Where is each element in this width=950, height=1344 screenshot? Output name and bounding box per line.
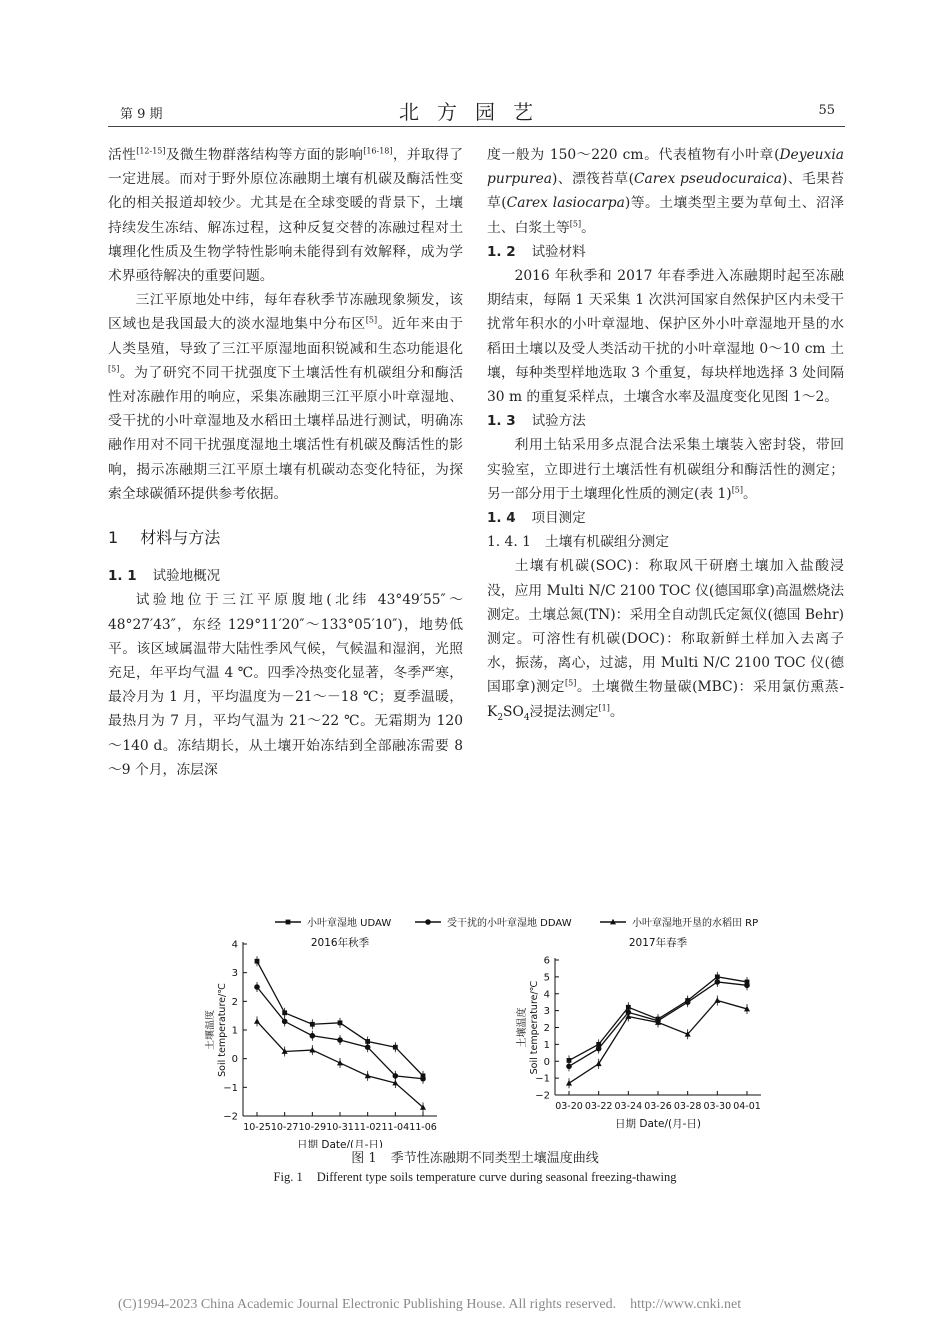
citation: [5] — [365, 315, 378, 325]
citation: [5] — [108, 364, 120, 374]
x-tick-label: 03-28 — [673, 1101, 702, 1112]
y-tick-label: 3 — [231, 968, 238, 980]
y-tick-label: 1 — [543, 1039, 550, 1051]
data-point — [420, 1076, 426, 1082]
data-point — [365, 1044, 371, 1050]
x-tick-label: 10-29 — [298, 1122, 327, 1133]
data-point — [310, 1033, 316, 1039]
paragraph: 利用土钻采用多点混合法采集土壤装入密封袋，带回实验室，立即进行土壤活性有机碳组分和酶活性的测定；另一部分用于土壤理化性质的测定(表 1)[5]。 — [487, 437, 844, 502]
data-point — [282, 1010, 287, 1015]
data-point — [566, 1064, 572, 1070]
data-point — [715, 979, 721, 985]
y-tick-label: 0 — [231, 1054, 238, 1066]
subsubsection-heading: 1. 4. 1 土壤有机碳组分测定 — [487, 534, 670, 551]
x-tick-label: 04-01 — [733, 1101, 761, 1112]
y-tick-label: −1 — [223, 1082, 238, 1094]
y-tick-label: 0 — [543, 1056, 550, 1068]
figure-1 — [205, 908, 785, 1148]
x-tick-label: 03-22 — [584, 1101, 613, 1112]
x-tick-label: 03-20 — [555, 1101, 583, 1112]
paragraph: 2016 年秋季和 2017 年春季进入冻融期时起至冻融期结束，每隔 1 天采集 1 次洪河国家自然保护区内未受干扰常年积水的小叶章湿地、保护区外小叶章湿地开垦的水稻田土壤以及受人类活动干扰的小叶章湿地 0～10 cm 土壤，每种类型样地选取 3 个重复，每块样地选择 3 处间隔 30 m 的重复采样点，土壤含水率及温度变化见图 1～2。 — [487, 268, 844, 406]
y-tick-label: 2 — [231, 996, 238, 1008]
y-tick-label: 1 — [231, 1025, 238, 1037]
citation: [16-18] — [363, 146, 393, 156]
left-column — [108, 143, 463, 782]
figure-caption-en: Fig. 1 Different type soils temperature curve during seasonal freezing-thawing — [273, 1170, 677, 1184]
subsection-heading: 1. 4 项目测定 — [487, 510, 586, 527]
data-point — [254, 1018, 260, 1024]
paragraph: 试验地位于三江平原腹地(北纬 43°49′55″～48°27′43″，东经 129°11′20″～133°05′10″)，地势低平。该区域属温带大陆性季风气候，气候温和湿润，光照充足，年平均气温 4 ℃。四季冷热变化显著，冬季严寒，最冷月为 1 月，平均温度为－21～－18 ℃；夏季温暖，最热月为 7 月，平均气温为 21～22 ℃。无霜期为 120～140 d。冻结期长，从土壤开始冻结到全部融冻需要 8～9 个月，冻层深 — [108, 592, 463, 778]
y-tick-label: −2 — [535, 1090, 550, 1102]
paragraph: 度一般为 150～220 cm。代表植物有小叶章(Deyeuxia purpurea)、漂筏苔草(Carex pseudocuraica)、毛果苔草(Carex lasiocarpa)等。土壤类型主要为草甸土、沼泽土、白浆土等[5]。 — [487, 147, 845, 236]
y-tick-label: 4 — [231, 939, 238, 951]
citation: [5] — [564, 678, 577, 688]
data-point — [255, 959, 260, 964]
y-tick-label: −2 — [223, 1111, 238, 1123]
section-heading: 1 材料与方法 — [108, 528, 221, 548]
running-header-journal: 北方园艺 — [399, 100, 551, 124]
paragraph: 土壤有机碳(SOC)：称取风干研磨土壤加入盐酸浸没，应用 Multi N/C 2100 TOC 仪(德国耶拿)高温燃烧法测定。土壤总氮(TN)：采用全自动凯氏定氮仪(德国 Behr)测定。可溶性有机碳(DOC)：称取新鲜土样加入去离子水，振荡，离心，过滤，用 Multi N/C 2100 TOC 仪(德国耶拿)测定[5]。土壤微生物量碳(MBC)：采用氯仿熏蒸$-K_2SO_4$浸提法测定[1]。 — [487, 558, 844, 723]
chart-title: 2016年秋季 — [310, 937, 370, 949]
data-point — [744, 983, 750, 989]
data-point — [254, 984, 260, 990]
y-tick-label: 2 — [543, 1023, 550, 1034]
figure-caption-cn: 图 1 季节性冻融期不同类型土壤温度曲线 — [351, 1151, 599, 1166]
data-point — [685, 999, 691, 1005]
x-tick-label: 11-06 — [409, 1122, 437, 1133]
header-rule — [108, 126, 845, 127]
data-point — [393, 1045, 398, 1050]
subsection-heading: 1. 1 试验地概况 — [108, 568, 221, 585]
x-tick-label: 03-30 — [703, 1101, 732, 1112]
y-tick-label: 4 — [543, 989, 550, 1001]
page-number: 55 — [818, 103, 835, 118]
x-tick-label: 03-26 — [644, 1101, 672, 1112]
x-tick-label: 03-24 — [614, 1101, 643, 1112]
y-tick-label: −1 — [535, 1073, 550, 1085]
paragraph: 三江平原地处中纬，每年春秋季节冻融现象频发，该区域也是我国最大的淡水湿地集中分布区[5]。近年来由于人类垦殖，导致了三江平原湿地面积锐减和生态功能退化[5]。为了研究不同干扰强度下土壤活性有机碳组分和酶活性对冻融作用的响应，采集冻融期三江平原小叶章湿地、受干扰的小叶章湿地及水稻田土壤样品进行测试，明确冻融作用对不同干扰强度湿地土壤活性有机碳及酶活性的影响，揭示冻融期三江平原土壤有机碳动态变化特征，为探索全球碳循环提供参考依据。 — [108, 292, 464, 502]
y-tick-label: 6 — [543, 955, 550, 967]
legend-marker — [286, 920, 291, 925]
citation: [5] — [569, 219, 582, 229]
x-tick-label: 11-02 — [353, 1122, 382, 1133]
x-tick-label: 10-31 — [326, 1122, 354, 1133]
data-point — [714, 997, 720, 1003]
y-tick-label: 3 — [543, 1006, 550, 1018]
series-line — [569, 1001, 747, 1084]
citation: [1] — [598, 703, 610, 713]
x-tick-label: 10-27 — [270, 1122, 299, 1133]
running-header-issue: 第 9 期 — [120, 107, 163, 122]
y-axis-label-cn: 土壤温度 — [517, 1007, 528, 1048]
subsection-heading: 1. 2 试验材料 — [487, 243, 586, 260]
data-point — [393, 1073, 399, 1079]
y-axis-label-en: Soil temperature/℃ — [529, 980, 540, 1075]
x-tick-label: 10-25 — [243, 1122, 271, 1133]
data-point — [282, 1019, 288, 1025]
legend-label: 小叶章湿地 UDAW — [307, 918, 392, 929]
paragraph: 活性[12-15]及微生物群落结构等方面的影响[16-18]，并取得了一定进展。而对于野外原位冻融期土壤有机碳及酶活性变化的相关报道却较少。尤其是在全球变暖的背景下，土壤持续发生冻结、解冻过程，这种反复交替的冻融过程对土壤理化性质及生物学特性影响未能得到有效解释，成为学术界亟待解决的重要问题。 — [108, 146, 464, 285]
data-point — [338, 1020, 343, 1025]
footer-copyright: (C)1994-2023 China Academic Journal Electronic Publishing House. All rights reserved. http://www.cnki.net — [118, 1297, 742, 1312]
x-tick-label: 11-04 — [381, 1122, 410, 1133]
footer-url[interactable]: http://www.cnki.net — [630, 1297, 742, 1312]
y-tick-label: 5 — [543, 972, 550, 984]
y-axis-label-en: Soil temperature/℃ — [217, 983, 228, 1077]
legend-marker — [425, 919, 431, 925]
legend-label: 受干扰的小叶章湿地 DDAW — [447, 918, 572, 929]
soil-temperature-chart — [205, 908, 785, 1148]
data-point — [566, 1080, 572, 1086]
citation: [12-15] — [136, 146, 166, 156]
x-axis-label: 日期 Date/(月-日) — [615, 1118, 701, 1130]
right-column — [487, 143, 844, 724]
citation: [5] — [731, 485, 744, 495]
y-axis-label-cn: 土壤温度 — [205, 1010, 216, 1050]
x-axis-label: 日期 Date/(月-日) — [297, 1139, 383, 1148]
subsection-heading: 1. 3 试验方法 — [487, 413, 586, 430]
data-point — [596, 1046, 602, 1052]
legend-label: 小叶章湿地开垦的水稻田 RP — [632, 918, 759, 929]
chart-title: 2017年春季 — [628, 937, 688, 949]
data-point — [337, 1037, 343, 1043]
data-point — [310, 1022, 315, 1027]
